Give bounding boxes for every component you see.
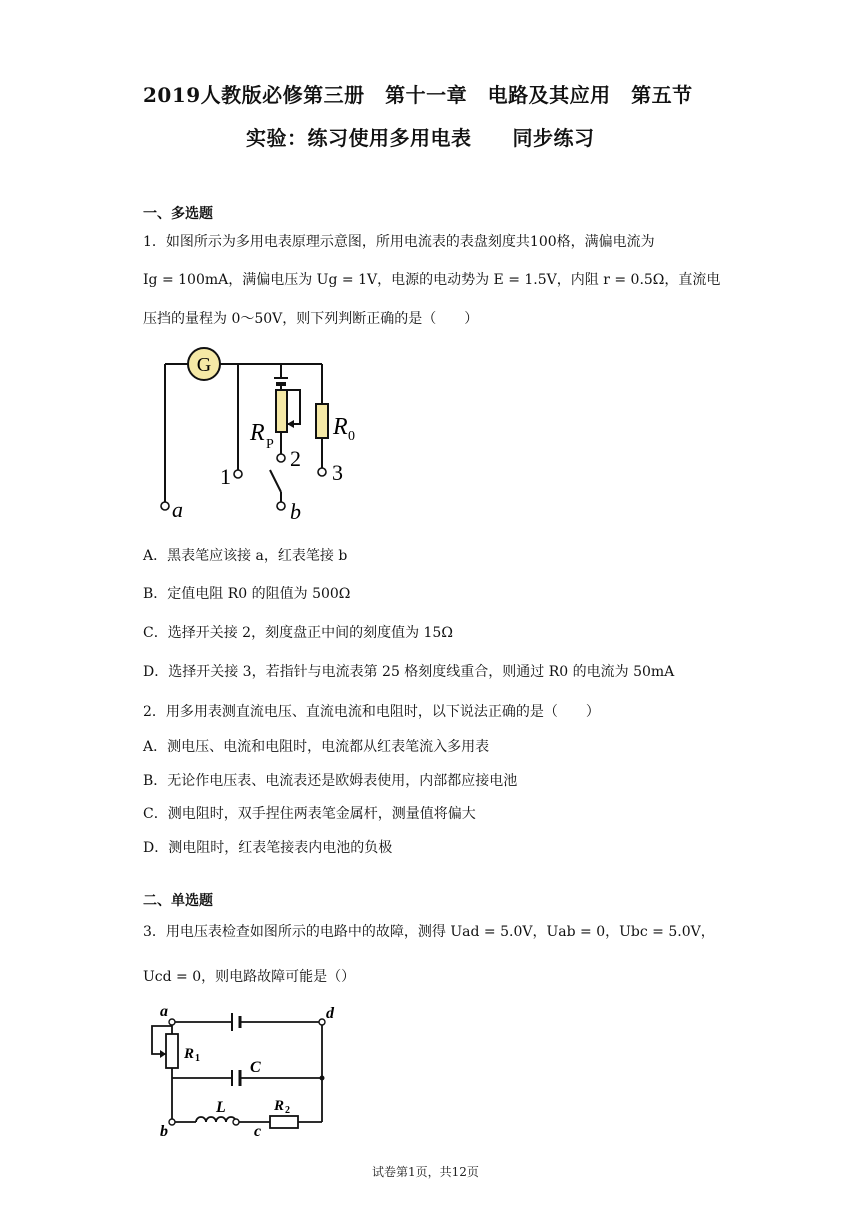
q1-option-a: A．黑表笔应该接 a，红表笔接 b	[143, 548, 348, 564]
terminal-b-label: b	[290, 499, 301, 524]
page-footer: 试卷第1页，共12页	[372, 1165, 479, 1179]
multimeter-circuit-diagram	[140, 342, 380, 527]
rp-subscript: P	[266, 437, 274, 452]
r0-label: R	[333, 414, 348, 440]
node-d-label: d	[326, 1005, 334, 1022]
rp-label: R	[250, 420, 265, 446]
q1-line3: 压挡的量程为 0～50V，则下列判断正确的是（ ）	[143, 311, 479, 327]
q2-option-c: C．测电阻时，双手捏住两表笔金属杆，测量值将偏大	[143, 806, 476, 822]
q1-option-c: C．选择开关接 2，刻度盘正中间的刻度值为 15Ω	[143, 625, 453, 641]
terminal-2-label: 2	[290, 446, 301, 471]
node-b-label: b	[160, 1123, 168, 1140]
q1-line2: Ig = 100mA，满偏电压为 Ug = 1V，电源的电动势为 E = 1.5V，内阻 r = 0.5Ω，直流电	[143, 272, 721, 288]
r1-subscript: 1	[195, 1053, 200, 1064]
terminal-a-label: a	[172, 497, 183, 522]
r0-subscript: 0	[348, 429, 355, 444]
q3-line1: 3．用电压表检查如图所示的电路中的故障，测得 Uad = 5.0V，Uab = 0，Ubc = 5.0V，	[143, 924, 715, 940]
q1-line1: 1．如图所示为多用电表原理示意图，所用电流表的表盘刻度共100格，满偏电流为	[143, 234, 655, 250]
section-heading-single: 二、单选题	[143, 893, 213, 909]
q2-option-b: B．无论作电压表、电流表还是欧姆表使用，内部都应接电池	[143, 773, 518, 789]
q2-option-d: D．测电阻时，红表笔接表内电池的负极	[143, 840, 393, 856]
q2-stem: 2．用多用表测直流电压、直流电流和电阻时，以下说法正确的是（ ）	[143, 704, 600, 720]
section-heading-multi: 一、多选题	[143, 206, 213, 222]
doc-title-line2: 实验：练习使用多用电表 同步练习	[246, 126, 595, 150]
r2-label: R	[274, 1098, 285, 1114]
fault-circuit-diagram	[140, 1000, 360, 1140]
node-c-label: c	[254, 1123, 262, 1140]
node-a-label: a	[160, 1003, 168, 1020]
q3-line2: Ucd = 0，则电路故障可能是（）	[143, 969, 356, 985]
capacitor-label: C	[250, 1059, 261, 1076]
r2-subscript: 2	[285, 1105, 290, 1116]
meter-label: G	[196, 354, 212, 376]
terminal-3-label: 3	[332, 460, 343, 485]
terminal-1-label: 1	[220, 464, 231, 489]
q1-option-d: D．选择开关接 3，若指针与电流表第 25 格刻度线重合，则通过 R0 的电流为 50mA	[143, 664, 675, 680]
doc-title-line1: 2019人教版必修第三册 第十一章 电路及其应用 第五节	[143, 83, 693, 107]
q1-option-b: B．定值电阻 R0 的阻值为 500Ω	[143, 586, 351, 602]
r1-label: R	[184, 1046, 195, 1062]
q2-option-a: A．测电压、电流和电阻时，电流都从红表笔流入多用表	[143, 739, 490, 755]
inductor-label: L	[216, 1099, 226, 1116]
